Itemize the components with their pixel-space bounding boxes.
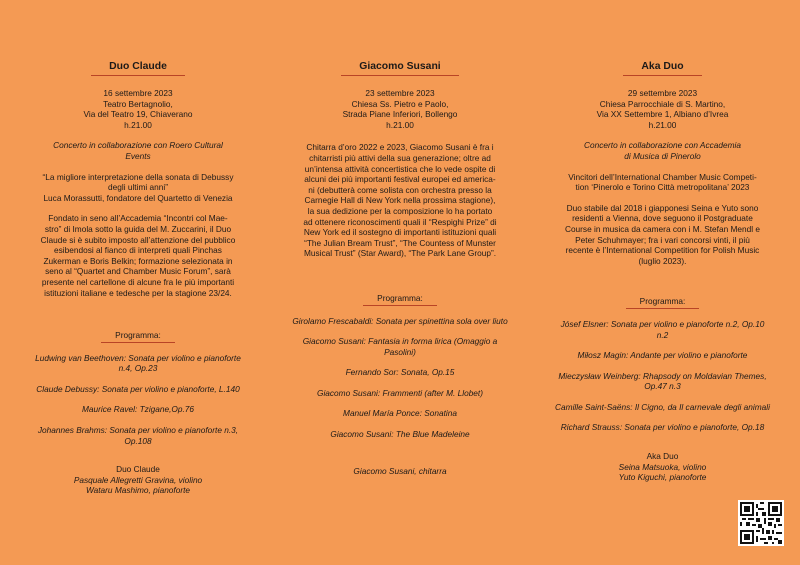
bio-line: Chitarra d’oro 2022 e 2023, Giacomo Susani è fra i [306, 142, 494, 153]
programma-heading: Programma: [626, 296, 700, 309]
program-item [20, 404, 256, 415]
program-line: Op.108 [124, 435, 152, 446]
bio-line: presente nel cartellone di alcune fra le più importanti [41, 276, 235, 287]
collaboration-line: Concerto in collaborazione con Accademia [584, 140, 741, 151]
program-line: Fernando Sor: Sonata, Op.15 [345, 367, 455, 378]
ensemble-name: Duo Claude [116, 464, 160, 475]
concert-time: h.21.00 [386, 119, 414, 130]
program-item [280, 316, 520, 327]
program-line: Jósef Elsner: Sonata per violino e pianoforte n.2, Op.10 [560, 318, 765, 329]
program-item [20, 425, 256, 446]
bio-line: ni (debutterà come solista con orchestra presso la [308, 184, 492, 195]
bio-line: residenti a Vienna, dove seguono il Postgraduate [572, 213, 753, 224]
bio-line: alcuni dei più importanti festival europei ed america- [304, 174, 496, 185]
program-item [545, 371, 780, 392]
concert-date: 23 settembre 2023 [365, 88, 435, 98]
concert-title: Giacomo Susani [341, 61, 458, 76]
program-item [545, 422, 780, 433]
bio-line: stro” di Imola sotto la guida del M. Zuccarini, il Duo [44, 223, 232, 234]
performer-line: Pasquale Allegretti Gravina, violino [73, 474, 203, 485]
quote-author: Luca Morassutti, fondatore del Quartetto di Venezia [43, 192, 233, 203]
performer-line: Seina Matsuoka, violino [618, 461, 707, 472]
programma-heading: Programma: [363, 293, 437, 306]
bio-line: Carnegie Hall di New York nella prossima stagione), [304, 195, 496, 206]
bio-line: Duo stabile dal 2018 i giapponesi Seina e Yuto sono [566, 202, 759, 213]
program-line: Mieczysław Weinberg: Rhapsody on Moldavian Themes, [558, 370, 767, 381]
performers [280, 466, 520, 477]
bio-line: Course in musica da camera con i M. Stefan Mendl e [564, 223, 761, 234]
collaboration-note [545, 140, 780, 161]
program-item [280, 388, 520, 399]
venue-name: Chiesa Ss. Pietro e Paolo, [351, 98, 449, 109]
collaboration-note [20, 140, 256, 161]
competition-note [545, 172, 780, 193]
program-item [545, 402, 780, 413]
venue-address: Via XX Settembre 1, Albiano d’Ivrea [596, 109, 729, 120]
bio-line: seno al “Quartet and Chamber Music Forum”, sarà [45, 266, 231, 277]
bio-paragraph [545, 203, 780, 267]
program-item [545, 319, 780, 340]
venue-address: Via del Teatro 19, Chiaverano [83, 109, 193, 120]
bio-line: recente è l’International Competition for Polish Music [565, 245, 760, 256]
program-line: Claude Debussy: Sonata per violino e pianoforte, L.140 [36, 383, 240, 394]
program-line: Giacomo Susani: Frammenti (after M. Llobet) [317, 387, 483, 398]
bio-line: (luglio 2023). [638, 255, 687, 266]
column-aka-duo [545, 0, 780, 565]
performers [20, 464, 256, 496]
bio-line: “The Julian Bream Trust”, “The Countess of Munster [304, 237, 496, 248]
program-line: Girolamo Frescabaldi: Sonata per spinettina sola over liuto [292, 315, 508, 326]
concert-title: Aka Duo [623, 61, 701, 76]
bio-line: New York ed il sostegno di importanti istituzioni quali [303, 227, 497, 238]
performer-line: Yuto Kiguchi, pianoforte [618, 472, 707, 483]
competition-line: tion ‘Pinerolo e Torino Città metropolitana’ 2023 [575, 182, 750, 193]
concert-title: Duo Claude [91, 61, 185, 76]
collaboration-line: di Musica di Pinerolo [624, 150, 701, 161]
quote-line: degli ultimi anni” [108, 182, 168, 193]
bio-paragraph [280, 142, 520, 259]
performer-line: Wataru Mashimo, pianoforte [85, 485, 191, 496]
program-item [20, 353, 256, 374]
program-item [280, 429, 520, 440]
program-line: Giacomo Susani: The Blue Madeleine [330, 429, 470, 440]
concert-time: h.21.00 [124, 119, 152, 130]
program-line: Maurice Ravel: Tzigane,Op.76 [81, 404, 195, 415]
program-item [545, 350, 780, 361]
column-giacomo-susani [280, 0, 520, 565]
column-duo-claude [20, 0, 256, 565]
program-item [280, 367, 520, 378]
quote-line: “La migliore interpretazione della sonata di Debussy [42, 171, 234, 182]
concert-date: 29 settembre 2023 [627, 88, 698, 98]
performers [545, 451, 780, 483]
bio-paragraph [20, 213, 256, 298]
program-line: Richard Strauss: Sonata per violino e pianoforte, Op.18 [560, 422, 765, 433]
bio-line: ad ottenere riconoscimenti quali il “Respighi Prize” di [303, 216, 497, 227]
bio-line: la sua dedizione per la composizione lo ha portato [307, 205, 493, 216]
collaboration-line: Events [125, 150, 151, 161]
program-line: Op.47 n.3 [644, 381, 681, 392]
bio-line: Musical Trust” (Star Award), “The Park Lane Group”. [303, 248, 497, 259]
venue-name: Chiesa Parrocchiale di S. Martino, [599, 98, 726, 109]
bio-line: chitarristi più attivi della sua generazione; oltre ad [309, 152, 491, 163]
program-item [280, 336, 520, 357]
bio-line: Zukerman e Boris Belkin; formazione selezionata in [43, 255, 233, 266]
program-line: n.4, Op.23 [118, 363, 158, 374]
program-item [280, 408, 520, 419]
program-item [20, 384, 256, 395]
programma-heading: Programma: [101, 330, 175, 343]
program-line: Pasolini) [384, 346, 416, 357]
collaboration-line: Concerto in collaborazione con Roero Cultural [53, 140, 223, 151]
competition-line: Vincitori dell’International Chamber Music Competi- [568, 171, 757, 182]
concert-info [20, 88, 256, 130]
bio-line: Fondato in seno all’Accademia “Incontri col Mae- [48, 213, 228, 224]
venue-address: Strada Piane Inferiori, Bollengo [342, 109, 458, 120]
bio-line: istituzioni italiane e tedesche per la stagione 23/24. [44, 287, 232, 298]
bio-line: Claude si è subito imposto all’attenzione del pubblico [40, 234, 236, 245]
program-line: Giacomo Susani: Fantasia in forma lirica (Omaggio a [302, 336, 498, 347]
qr-code-graphic [740, 502, 782, 544]
program-line: n.2 [656, 329, 669, 340]
venue-name: Teatro Bertagnolio, [103, 98, 173, 109]
ensemble-name: Aka Duo [646, 451, 679, 462]
bio-line: esibendosi al fianco di interpreti quali Pinchas [54, 245, 222, 256]
bio-line: un’intensa attività concertistica che lo vede ospite di [304, 163, 496, 174]
concert-time: h.21.00 [648, 119, 677, 130]
program-line: Ludwing van Beethoven: Sonata per violino e pianoforte [35, 352, 241, 363]
program-line: Johannes Brahms: Sonata per violino e pianoforte n.3, [37, 425, 239, 436]
concert-info [280, 88, 520, 130]
press-quote [20, 172, 256, 204]
program-line: Camille Saint-Saëns: Il Cigno, da Il carnevale degli animali [555, 401, 770, 412]
concert-info [545, 88, 780, 130]
program-line: Miłosz Magin: Andante per violino e pianoforte [577, 350, 748, 361]
bio-line: Peter Schuhmayer; fra i vari concorsi vinti, il più [575, 234, 750, 245]
program-line: Manuel María Ponce: Sonatina [343, 408, 457, 419]
qr-code-icon[interactable] [738, 500, 784, 546]
performer-line: Giacomo Susani, chitarra [353, 465, 447, 476]
concert-date: 16 settembre 2023 [103, 88, 173, 98]
